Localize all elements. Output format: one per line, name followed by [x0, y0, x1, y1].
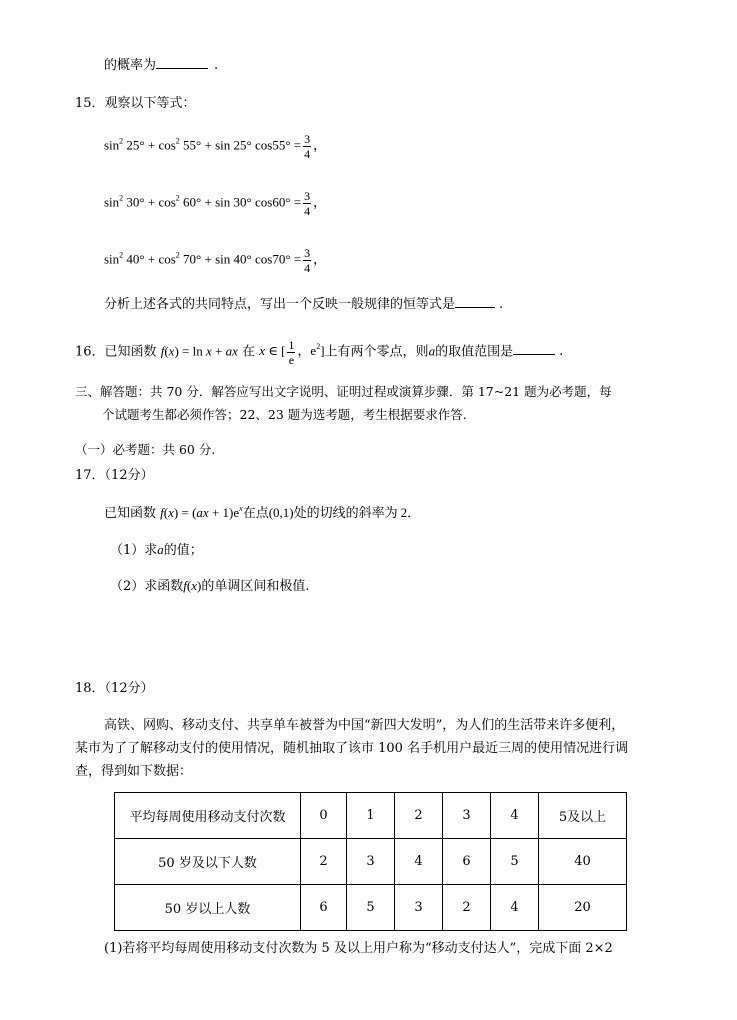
q17-stem: 已知函数 $f(x) = (ax + 1)e^x$在点(0,1)处的切线的斜率为 2．	[104, 504, 421, 521]
q15-equation-1: $\sin^2 25^\circ + \cos^2 55^\circ + \sin 25^\circ$ cos55° = $\frac{3}{4}$ ，	[104, 132, 327, 161]
table-cell: 3	[347, 839, 395, 885]
table-header-cell: 3	[443, 793, 491, 839]
table-cell: 6	[301, 885, 347, 931]
q15-ask: 分析上述各式的共同特点，写出一个反映一般规律的恒等式是 .	[104, 297, 504, 312]
table-cell: 50 岁及以下人数	[115, 839, 301, 885]
fraction: $\frac{3}{4}$	[304, 132, 311, 161]
q18-paragraph-line2: 某市为了了解移动支付的使用情况，随机抽取了该市 100 名手机用户最近三周的使用情况进行调	[75, 741, 629, 756]
answer-blank	[156, 56, 208, 69]
q15-ask-text: 分析上述各式的共同特点，写出一个反映一般规律的恒等式是	[104, 297, 456, 312]
q18-paragraph-line1: 高铁、网购、移动支付、共享单车被誉为中国“新四大发明”，为人们的生活带来许多便利，	[104, 718, 625, 733]
q15-number: 15．	[75, 96, 105, 111]
table-header-cell: 0	[301, 793, 347, 839]
table-header-cell: 4	[491, 793, 539, 839]
table-cell: 50 岁以上人数	[115, 885, 301, 931]
q15-equation-3: $\sin^2 40^\circ + \cos^2 70^\circ + \sin 40^\circ$ cos70° = $\frac{3}{4}$ ，	[104, 246, 327, 275]
table-header-row	[115, 793, 627, 839]
table-cell: 2	[443, 885, 491, 931]
table-cell: 40	[539, 839, 627, 885]
table-cell: 4	[395, 839, 443, 885]
table-row	[115, 839, 627, 885]
table-cell: 3	[395, 885, 443, 931]
mobile-payment-table	[114, 792, 627, 931]
section3-line1: 三、解答题：共 70 分．解答应写出文字说明、证明过程或演算步骤．第 17~21 题为必考题，每	[75, 384, 612, 399]
answer-blank	[455, 295, 495, 308]
q17-number: 17．（12分）	[75, 468, 154, 483]
table-row	[115, 885, 627, 931]
q15-heading	[75, 95, 196, 113]
prev-question-text: 的概率为	[104, 58, 157, 73]
table-header-cell: 平均每周使用移动支付次数	[115, 793, 301, 839]
part1-heading: （一）必考题：共 60 分.	[75, 442, 216, 457]
prev-question-tail	[104, 56, 218, 75]
table-cell: 6	[443, 839, 491, 885]
period: .	[214, 58, 219, 73]
table-cell: 20	[539, 885, 627, 931]
answer-blank	[513, 342, 555, 355]
q17-sub1: （1）求a的值；	[110, 542, 203, 558]
table-cell: 5	[347, 885, 395, 931]
table-cell: 2	[301, 839, 347, 885]
q15-equation-2: $\sin^2 30^\circ + \cos^2 60^\circ + \sin 30^\circ$ cos60° = $\frac{3}{4}$ ，	[104, 189, 327, 218]
q18-sub1: (1)若将平均每周使用移动支付次数为 5 及以上用户称为“移动支付达人”，完成下面 2×2	[104, 941, 613, 956]
fraction: $\frac{3}{4}$	[304, 189, 311, 218]
q16-number: 16．	[75, 344, 105, 360]
q15-intro: 观察以下等式：	[104, 96, 196, 111]
table-header-cell: 1	[347, 793, 395, 839]
table-header-cell: 5及以上	[539, 793, 627, 839]
table-cell: 4	[491, 885, 539, 931]
q18-number: 18．（12分）	[75, 681, 154, 696]
q17-sub2: （2）求函数f(x)的单调区间和极值.	[110, 578, 310, 594]
q18-paragraph-line3: 查，得到如下数据：	[75, 764, 193, 779]
fraction: $\frac{3}{4}$	[304, 246, 311, 275]
q16: 16．已知函数 f(x) = ln x + ax 在 x ∈ [ $\frac{1}{e}$ ，$e^2$]上有两个零点，则a的取值范围是 .	[75, 338, 564, 367]
table-header-cell: 2	[395, 793, 443, 839]
section3-line2: 个试题考生都必须作答；22、23 题为选考题，考生根据要求作答.	[102, 407, 467, 422]
table-cell: 5	[491, 839, 539, 885]
